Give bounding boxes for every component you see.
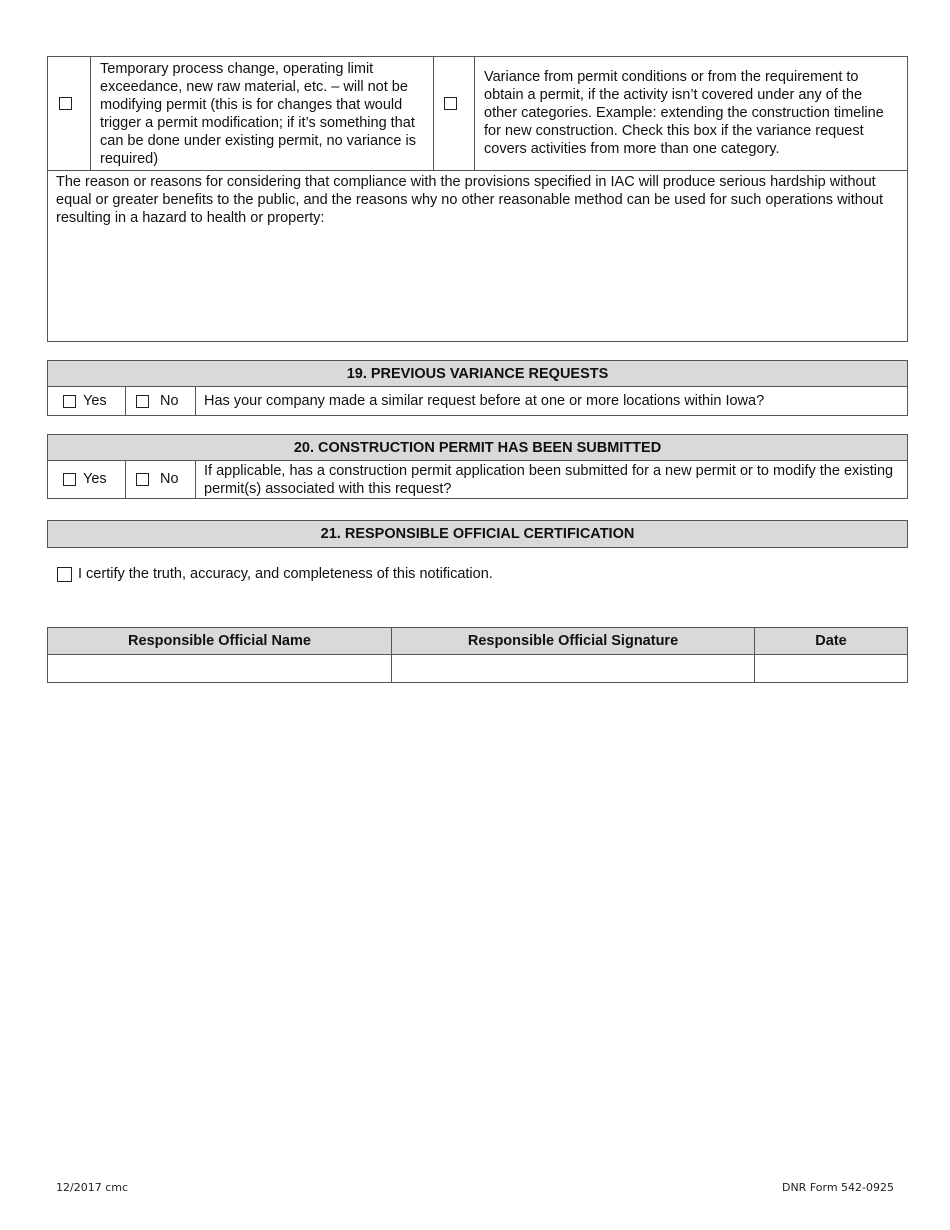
section-20-no-label: No [160,471,179,487]
variance-type-table [47,56,908,342]
temporary-checkbox-cell [48,57,91,170]
footer-revision: 12/2017 cmc [56,1181,129,1194]
section-19-yes-checkbox[interactable] [63,395,76,408]
official-name-field[interactable] [48,655,392,682]
section-19-header: 19. PREVIOUS VARIANCE REQUESTS [47,360,908,387]
section-20-yes-checkbox[interactable] [63,473,76,486]
section-19-question: Has your company made a similar request before at one or more locations within Iowa? [204,393,765,409]
certify-text: I certify the truth, accuracy, and completeness of this notification. [78,566,493,582]
section-20-no-cell [126,461,196,498]
section-19-yes-label: Yes [83,393,107,409]
section-20-yes-cell [48,461,126,498]
section-20-yes-label: Yes [83,471,107,487]
variance-options-row [48,57,907,171]
section-20-no-checkbox[interactable] [136,473,149,486]
temporary-change-description: Temporary process change, operating limit exceedance, new raw material, etc. – will not be modifying permit (this is for changes that would trigger a permit modification; if it’s something that can be done under existing permit, no variance is required) [91,57,434,170]
temporary-change-checkbox[interactable] [59,97,72,110]
section-20-header: 20. CONSTRUCTION PERMIT HAS BEEN SUBMITTED [47,434,908,461]
signature-table [47,627,908,683]
official-signature-header: Responsible Official Signature [392,628,755,655]
section-19-row [47,387,908,416]
section-20-question: If applicable, has a construction permit application been submitted for a new permit or to modify the existing permit(s) associated with this request? [204,463,894,497]
date-header: Date [755,628,907,655]
reason-prompt: The reason or reasons for considering that compliance with the provisions specified in IAC will produce serious hardship without equal or greater benefits to the public, and the reasons why no other reasonable method can be used for such operations without resulting in a hazard to health or property: [56,174,884,226]
section-19-no-cell [126,387,196,415]
permit-variance-checkbox-cell [434,57,475,170]
section-19-no-checkbox[interactable] [136,395,149,408]
reason-input-area[interactable] [48,227,907,341]
footer-form-number: DNR Form 542-0925 [781,1181,894,1194]
certification-line [57,566,493,582]
section-19-yes-cell [48,387,126,415]
permit-variance-description: Variance from permit conditions or from the requirement to obtain a permit, if the activity isn’t covered under any of the other categories. Example: extending the construction timeline for new construction. Check this box if the variance request covers activities from more than one category. [484,69,884,157]
permit-variance-checkbox[interactable] [444,97,457,110]
date-field[interactable] [755,655,907,682]
section-21-header: 21. RESPONSIBLE OFFICIAL CERTIFICATION [47,520,908,548]
certify-checkbox[interactable] [57,567,72,582]
section-20-row [47,461,908,499]
official-name-header: Responsible Official Name [48,628,392,655]
official-signature-field[interactable] [392,655,755,682]
section-19-no-label: No [160,393,179,409]
